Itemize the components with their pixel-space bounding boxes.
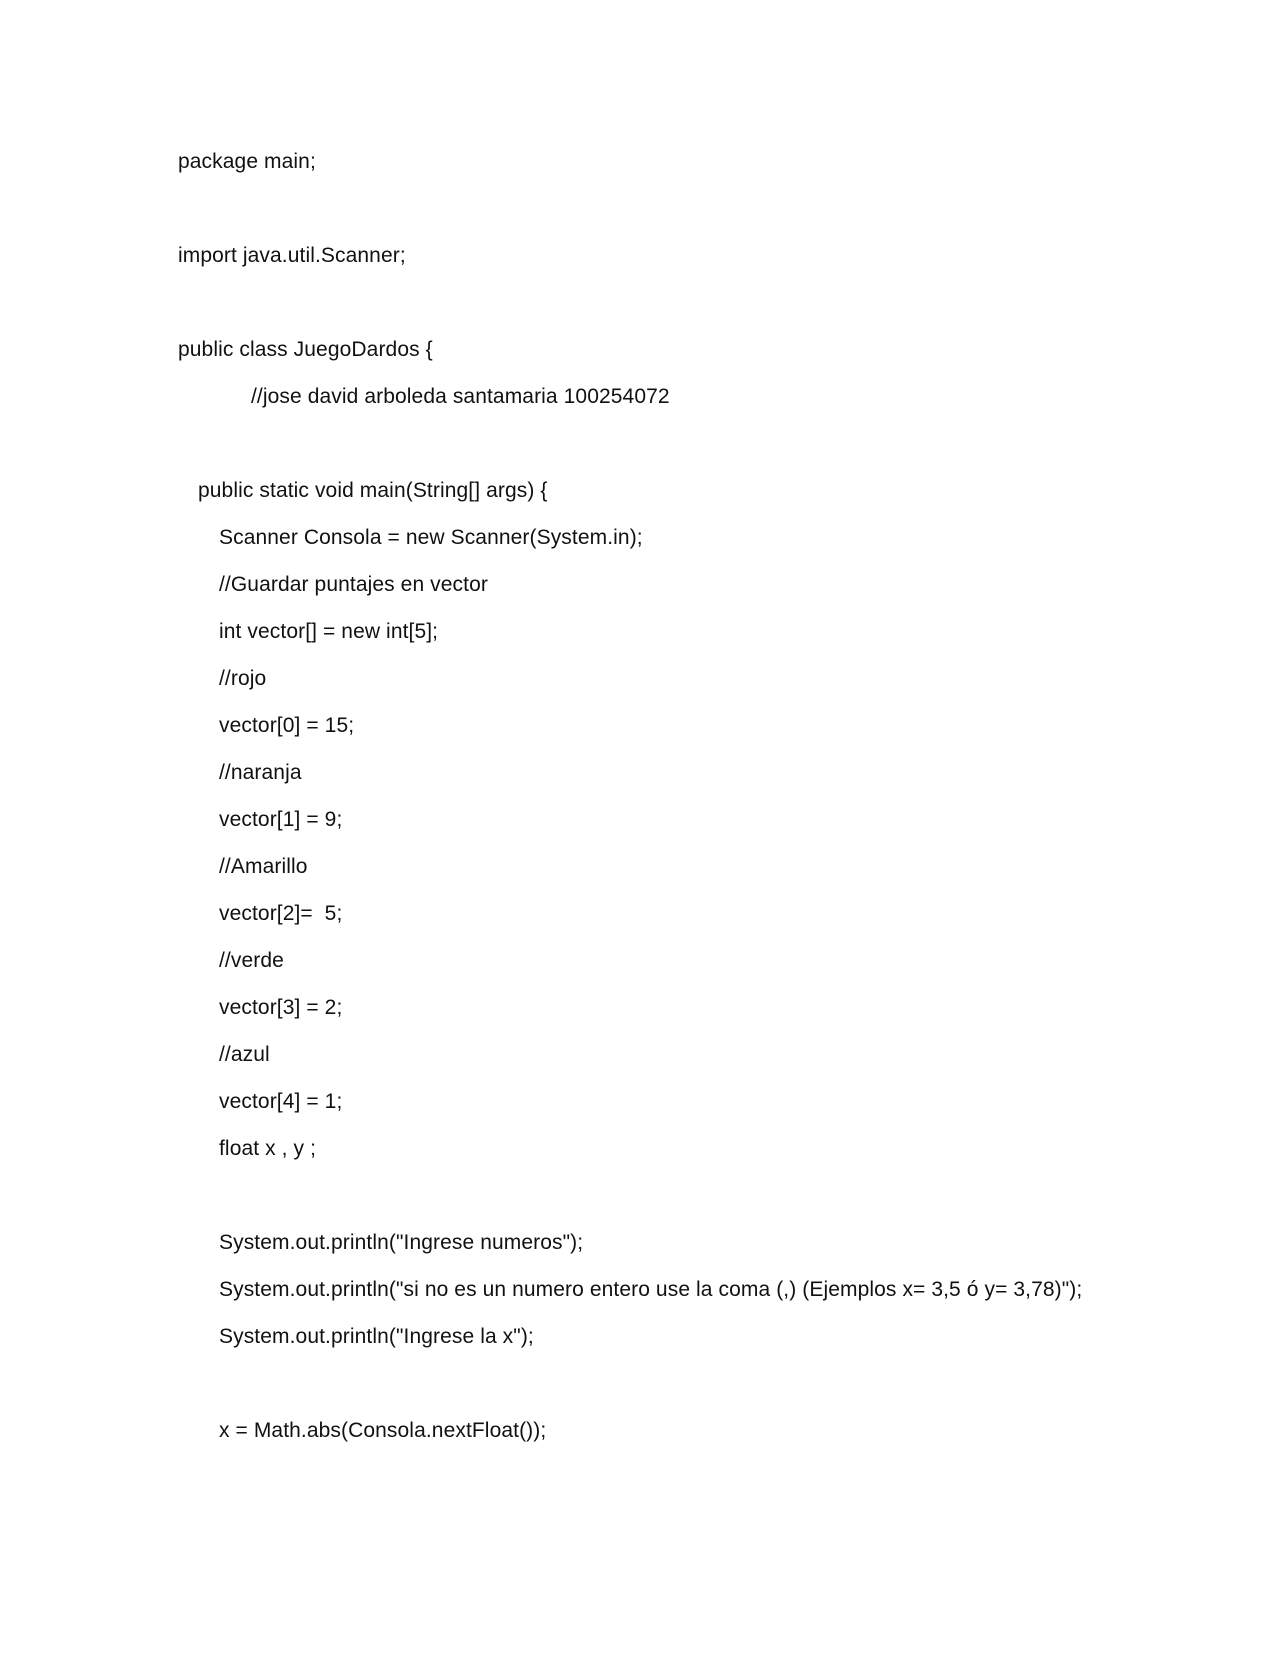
code-line: vector[1] = 9; [219,808,343,831]
code-line: vector[3] = 2; [219,996,343,1019]
code-comment: //rojo [219,667,267,690]
code-comment: //verde [219,949,284,972]
code-line: x = Math.abs(Consola.nextFloat()); [219,1419,547,1442]
code-line: System.out.println("Ingrese la x"); [219,1325,534,1348]
code-line: package main; [178,150,316,173]
code-comment: //azul [219,1043,270,1066]
code-line: Scanner Consola = new Scanner(System.in); [219,526,643,549]
code-comment: //Amarillo [219,855,308,878]
code-comment: //naranja [219,761,302,784]
code-line: float x , y ; [219,1137,316,1160]
code-line: public class JuegoDardos { [178,338,433,361]
code-line: vector[4] = 1; [219,1090,343,1113]
code-line: System.out.println("si no es un numero entero use la coma (,) (Ejemplos x= 3,5 ó y= 3,78)"); [219,1278,1083,1301]
code-line: vector[2]= 5; [219,902,343,925]
code-line: import java.util.Scanner; [178,244,406,267]
code-comment: //jose david arboleda santamaria 100254072 [251,385,670,408]
code-line: System.out.println("Ingrese numeros"); [219,1231,584,1254]
code-line: public static void main(String[] args) { [198,479,548,502]
code-line: int vector[] = new int[5]; [219,620,439,643]
code-line: vector[0] = 15; [219,714,355,737]
code-comment: //Guardar puntajes en vector [219,573,488,596]
